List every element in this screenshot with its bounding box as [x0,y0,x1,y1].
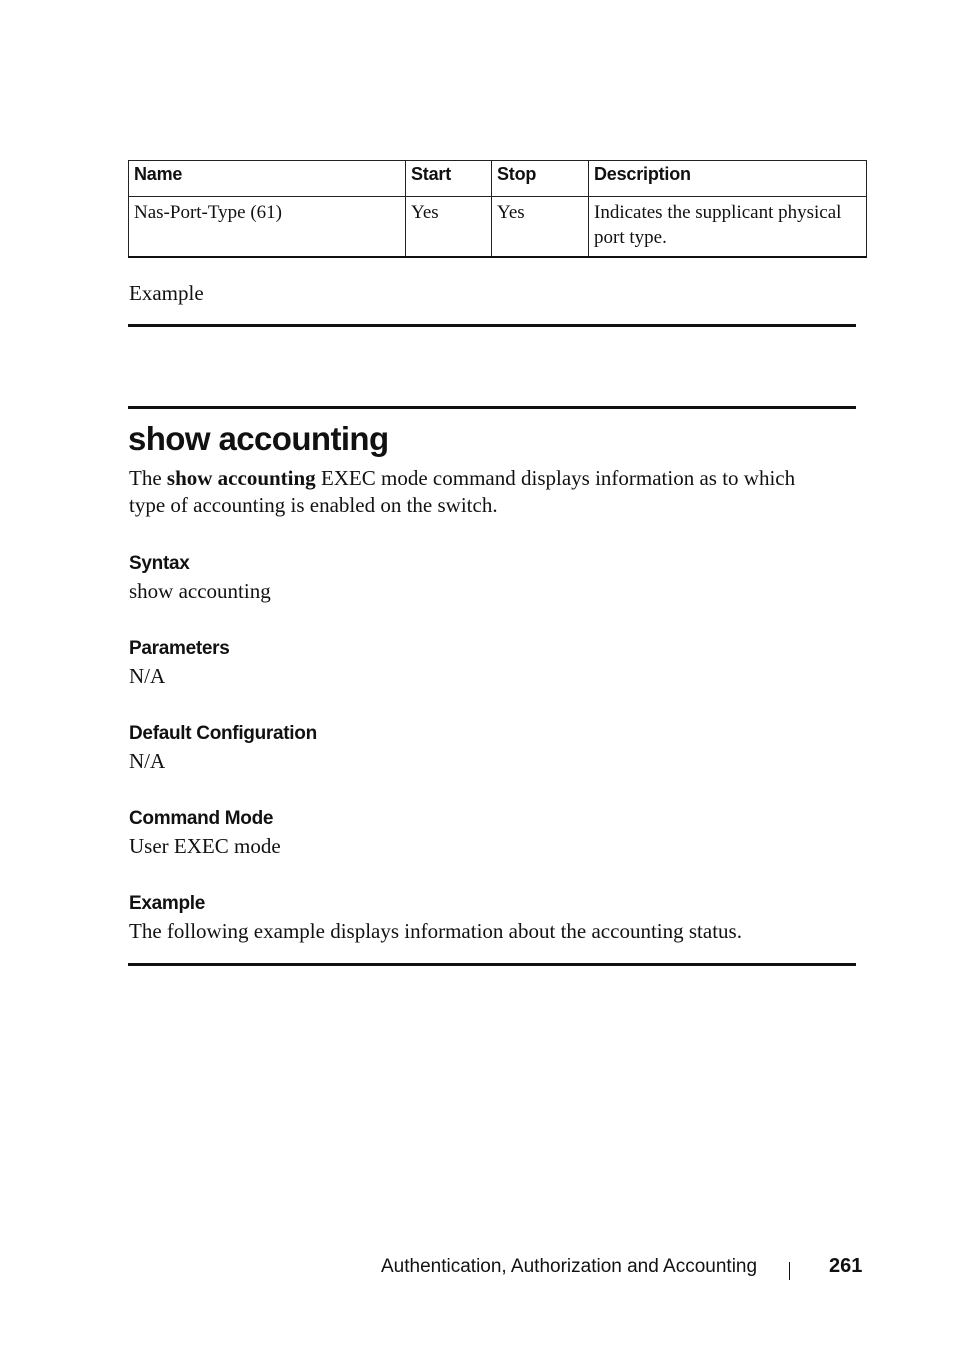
cell-description: Indicates the supplicant physical port type. [589,197,867,258]
header-start: Start [406,161,492,197]
header-description: Description [589,161,867,197]
example-text: The following example displays information about the accounting status. [129,919,742,943]
command-mode-heading: Command Mode [129,808,274,829]
footer-separator [789,1262,790,1280]
header-stop: Stop [492,161,589,197]
parameters-value: N/A [129,664,166,688]
page-title: show accounting [128,420,389,457]
table-header-row [129,161,867,197]
cell-stop: Yes [492,197,589,258]
cell-start: Yes [406,197,492,258]
previous-example-label: Example [129,281,204,305]
intro-after: EXEC mode command displays information as to which type of accounting is enabled on the switch. [129,466,796,517]
table-row [129,197,867,258]
intro-paragraph [129,465,829,519]
footer-chapter: Authentication, Authorization and Accounting [381,1256,758,1277]
intro-before: The [129,466,167,490]
syntax-value: show accounting [129,579,271,603]
intro-command: show accounting [166,466,316,490]
parameters-heading: Parameters [129,638,230,659]
example-heading: Example [129,893,206,914]
bottom-rule [128,963,856,966]
section-end-rule [128,324,856,327]
syntax-heading: Syntax [129,553,190,574]
section-start-rule [128,406,856,409]
cell-name: Nas-Port-Type (61) [129,197,406,258]
default-config-value: N/A [129,749,166,773]
command-mode-value: User EXEC mode [129,834,281,858]
page-number: 261 [829,1255,863,1277]
header-name: Name [129,161,406,197]
default-config-heading: Default Configuration [129,723,317,744]
attribute-table [128,160,867,258]
